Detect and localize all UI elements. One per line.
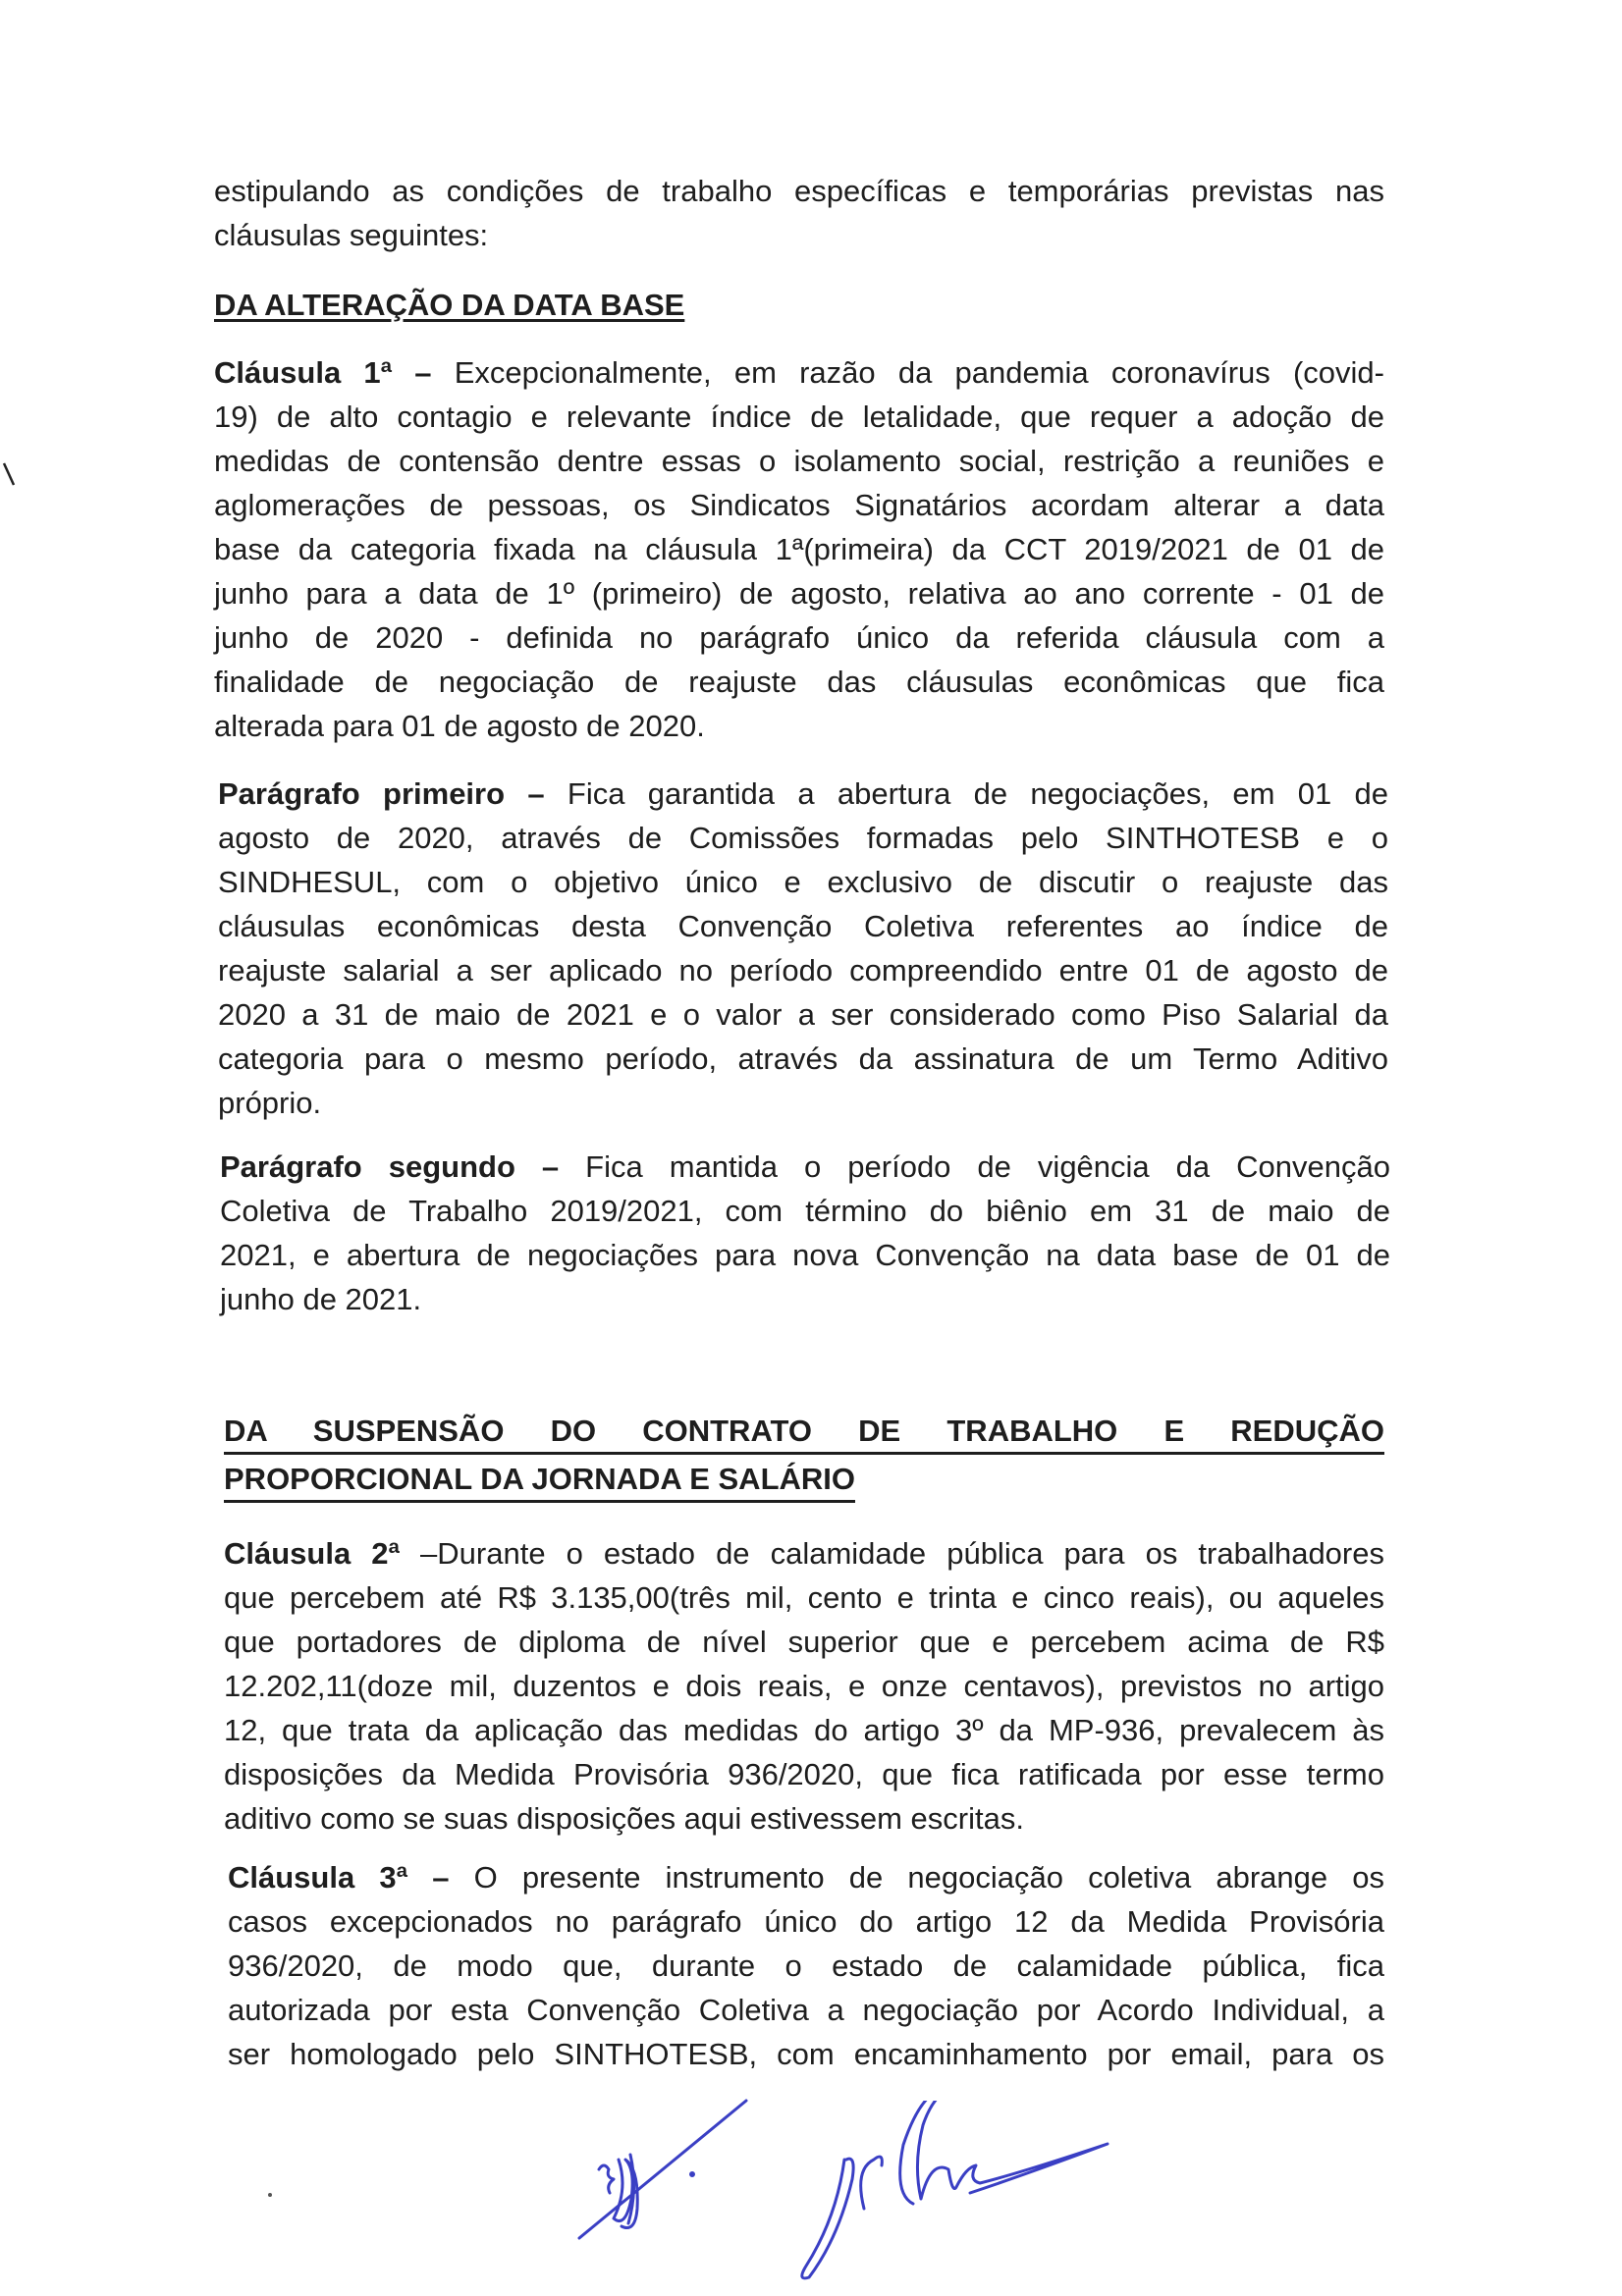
section-title-line: PROPORCIONAL DA JORNADA E SALÁRIO	[224, 1459, 855, 1503]
text-line: junho para a data de 1º (primeiro) de agosto, relativa ao ano corrente - 01 de	[214, 576, 1384, 611]
clausula-1	[214, 350, 1384, 748]
text-line	[228, 1855, 1384, 1899]
clause-text: Excepcionalmente, em razão da pandemia coronavírus (covid-	[431, 355, 1384, 390]
clausula-2	[224, 1531, 1384, 1841]
text-line: base da categoria fixada na cláusula 1ª(primeira) da CCT 2019/2021 de 01 de	[214, 532, 1384, 566]
text-line: agosto de 2020, através de Comissões formadas pelo SINTHOTESB e o	[218, 821, 1388, 855]
text-line: 936/2020, de modo que, durante o estado de calamidade pública, fica	[228, 1949, 1384, 1983]
text-line: junho de 2021.	[220, 1282, 422, 1316]
text-line: disposições da Medida Provisória 936/2020, que fica ratificada por esse termo	[224, 1757, 1384, 1791]
text-line: aglomerações de pessoas, os Sindicatos Signatários acordam alterar a data	[214, 488, 1384, 522]
clause-label: Cláusula 2ª	[224, 1536, 400, 1571]
text-line: autorizada por esta Convenção Coletiva a negociação por Acordo Individual, a	[228, 1993, 1384, 2027]
text-line: cláusulas econômicas desta Convenção Coletiva referentes ao índice de	[218, 909, 1388, 943]
scan-speck	[268, 2193, 272, 2197]
paragrafo-primeiro	[218, 772, 1388, 1125]
clausula-3	[228, 1855, 1384, 2076]
clause-text: O presente instrumento de negociação coletiva abrange os	[449, 1860, 1384, 1895]
text-line: casos excepcionados no parágrafo único do artigo 12 da Medida Provisória	[228, 1904, 1384, 1939]
text-line: finalidade de negociação de reajuste das cláusulas econômicas que fica	[214, 665, 1384, 699]
text-line	[224, 1531, 1384, 1575]
clause-label: Cláusula 3ª –	[228, 1860, 450, 1895]
text-line: categoria para o mesmo período, através da assinatura de um Termo Aditivo	[218, 1041, 1388, 1076]
paragraph-label: Parágrafo segundo –	[220, 1149, 560, 1184]
text-line: reajuste salarial a ser aplicado no período compreendido entre 01 de agosto de	[218, 953, 1388, 988]
clause-label: Cláusula 1ª –	[214, 355, 432, 390]
text-line: que percebem até R$ 3.135,00(três mil, cento e trinta e cinco reais), ou aqueles	[224, 1580, 1384, 1615]
text-line: junho de 2020 - definida no parágrafo único da referida cláusula com a	[214, 620, 1384, 655]
paragrafo-segundo	[220, 1145, 1390, 1321]
text-line: ser homologado pelo SINTHOTESB, com encaminhamento por email, para os	[228, 2037, 1384, 2071]
text-line: que portadores de diploma de nível superior que e percebem acima de R$	[224, 1625, 1384, 1659]
text-line: medidas de contensão dentre essas o isolamento social, restrição a reuniões e	[214, 444, 1384, 478]
text-line: 12.202,11(doze mil, duzentos e dois reais, e onze centavos), previstos no artigo	[224, 1669, 1384, 1703]
text-line: aditivo como se suas disposições aqui estivessem escritas.	[224, 1801, 1024, 1836]
text-line: 2020 a 31 de maio de 2021 e o valor a ser considerado como Piso Salarial da	[218, 997, 1388, 1032]
section-title: DA ALTERAÇÃO DA DATA BASE	[214, 288, 685, 322]
paragraph-text: Fica mantida o período de vigência da Convenção	[559, 1149, 1390, 1184]
clause-text: –Durante o estado de calamidade pública para os trabalhadores	[399, 1536, 1384, 1571]
text-line: alterada para 01 de agosto de 2020.	[214, 709, 705, 743]
text-line: SINDHESUL, com o objetivo único e exclusivo de discutir o reajuste das	[218, 865, 1388, 899]
margin-tick-mark	[2, 461, 22, 491]
signature-2	[795, 2101, 1149, 2287]
text-line	[220, 1145, 1390, 1189]
section-title-line: DA SUSPENSÃO DO CONTRATO DE TRABALHO E REDUÇÃO	[224, 1411, 1384, 1455]
paragraph-text: Fica garantida a abertura de negociações, em 01 de	[544, 776, 1388, 811]
text-line: estipulando as condições de trabalho específicas e temporárias previstas nas	[214, 174, 1384, 208]
signature-initials-1	[569, 2091, 766, 2258]
text-line: Coletiva de Trabalho 2019/2021, com término do biênio em 31 de maio de	[220, 1194, 1390, 1228]
text-line: cláusulas seguintes:	[214, 218, 489, 252]
text-line: 19) de alto contagio e relevante índice de letalidade, que requer a adoção de	[214, 400, 1384, 434]
intro-paragraph	[214, 169, 1384, 257]
text-line: 2021, e abertura de negociações para nova Convenção na data base de 01 de	[220, 1238, 1390, 1272]
section-heading-suspensao	[224, 1411, 1384, 1503]
section-heading-data-base	[214, 283, 1384, 328]
paragraph-label: Parágrafo primeiro –	[218, 776, 545, 811]
text-line: 12, que trata da aplicação das medidas do artigo 3º da MP-936, prevalecem às	[224, 1713, 1384, 1747]
text-line	[218, 772, 1388, 816]
text-line: próprio.	[218, 1086, 322, 1120]
text-line	[214, 350, 1384, 395]
